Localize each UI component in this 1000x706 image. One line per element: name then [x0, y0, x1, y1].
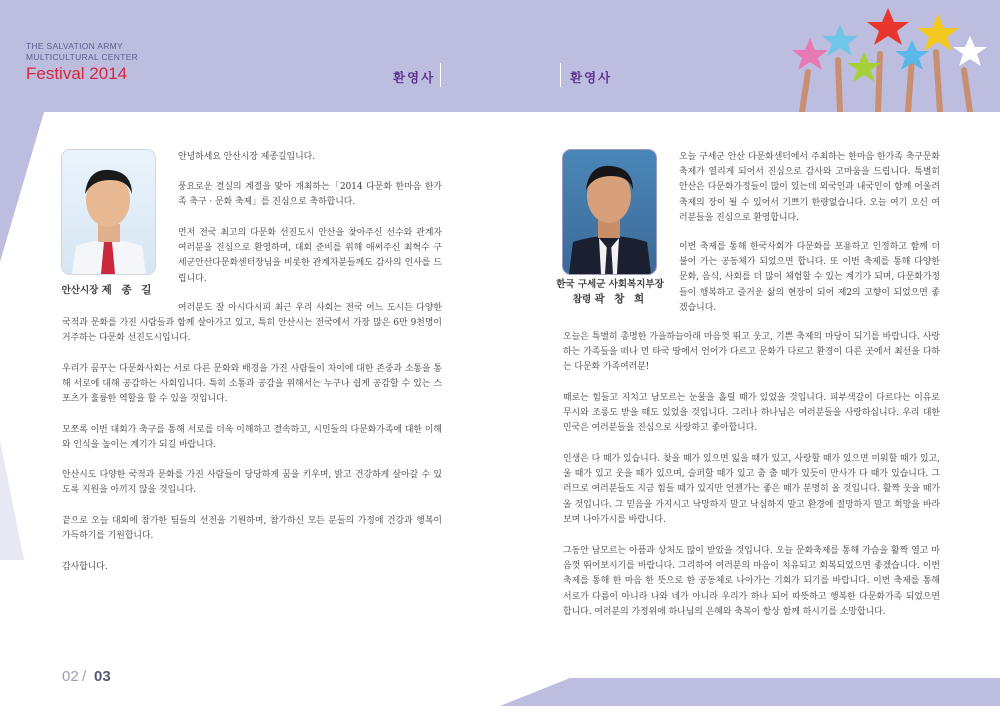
letter-paragraph: 그동안 남모르는 아픔과 상처도 많이 받았을 것입니다. 오늘 문화축제를 통해 가슴을 활짝 열고 마음껏 뛰어보시기를 바랍니다. 그리하여 여러분의 마음이 치유되고 회복되었으면 좋겠습니다. 이번 축제를 통해 한 마음 한 뜻으로 한 공동체로 나아가는 기회가 되기를 바랍니다. 이번 축제를 통해 서로가 다름이 아니라 나와 네가 아니라 우리가 하나 되어 따뜻하고 행복한 다문화가족 되었으면 합니다. 여러분의 가정위에 하나님의 은혜와 축복이 항상 함께 하시기를 소망합니다. — [563, 546, 940, 617]
header-divider — [440, 63, 441, 87]
letter-paragraph: 끝으로 오늘 대회에 참가한 팀들의 선전을 기원하며, 참가하신 모든 분들의 가정에 건강과 행복이 가득하기를 기원합니다. — [62, 516, 442, 542]
letter-paragraph: 안산시도 다양한 국적과 문화를 가진 사람들이 당당하게 꿈을 키우며, 밝고 건강하게 살아갈 수 있도록 지원을 아끼지 않을 것입니다. — [62, 470, 442, 496]
portrait-photo-commissioner — [562, 149, 657, 275]
star-icon — [792, 38, 828, 70]
stars-hands-illustration — [780, 0, 1000, 112]
decorative-corner — [0, 440, 24, 560]
photo-caption-right — [548, 278, 672, 307]
caption-role: 안산시장 — [61, 285, 99, 296]
letter-paragraph: 인생은 다 때가 있습니다. 찾을 때가 있으면 잃을 때가 있고, 사랑할 때가 있으면 미워할 때가 있고, 울 때가 있고 웃을 때가 있으며, 슬퍼할 때가 있고 춤 출 때가 있듯이 만사가 다 때가 있습니다. 그러므로 여러분들도 지금 힘들 때가 있지만 언젠가는 좋은 때가 분명히 올 것입니다. 활짝 웃을 때가 올 것입니다. 그 믿음을 가지시고 낙망하지 말고 낙심하지 말고 환경에 절망하지 말고 희망을 바라보며 나아가시를 바랍니다. — [563, 454, 940, 525]
caption-title: 참령 — [572, 294, 592, 305]
letter-paragraph: 이번 축제를 통해 한국사회가 다문화를 포용하고 인정하고 함께 더불어 가는 공동체가 되었으면 합니다. 또 이번 축제를 통해 다양한 문화, 음식, 사회를 더 많이 체험할 수 있는 계기가 되며, 다문화가정들이 행복하고 즐거운 삶의 현장이 되어 제2의 고향이 되었으면 좋겠습니다. — [679, 242, 940, 313]
decorative-corner — [0, 112, 44, 262]
decorative-corner — [500, 678, 1000, 706]
festival-title: Festival 2014 — [26, 64, 128, 83]
letter-paragraph: 여러분도 잘 아시다시피 최근 우리 사회는 전국 어느 도시든 다양한 국적과 문화를 가진 사람들과 함께 살아가고 있고, 특히 안산시는 전국에서 가장 많은 6만 9천명이 거주하는 다문화 선진도시입니다. — [62, 303, 442, 344]
page-number-left: 02 — [62, 668, 79, 685]
page-number-right: 03 — [94, 668, 111, 685]
org-name-line1: THE SALVATION ARMY — [26, 41, 124, 51]
photo-caption-left — [52, 283, 164, 298]
letter-paragraph: 안녕하세요 안산시장 제종길입니다. — [178, 152, 316, 162]
letter-paragraph: 우리가 꿈꾸는 다문화사회는 서로 다른 문화와 배경을 가진 사람들이 차이에 대한 존중과 소통을 통해 서로에 대해 공감하는 사회입니다. 특히 소통과 공감을 위해서는 누구나 쉽게 공감할 수 있는 스포츠가 훌륭한 역할을 할 수 있을 것입니다. — [62, 364, 442, 405]
caption-name: 곽 창 희 — [594, 293, 648, 305]
section-title-right: 환영사 — [570, 70, 613, 85]
org-name-line2: MULTICULTURAL CENTER — [26, 52, 139, 62]
star-icon — [867, 8, 909, 45]
page-number-separator: / — [82, 668, 87, 685]
header-divider — [560, 63, 561, 87]
star-icon — [917, 14, 959, 51]
star-icon — [953, 36, 987, 66]
star-icon — [822, 24, 858, 56]
portrait-photo-mayor — [61, 149, 156, 275]
letter-paragraph: 풍요로운 결실의 계절을 맞아 개최하는「2014 다문화 한마음 한가족 축구 · 문화 축제」를 진심으로 축하합니다. — [178, 182, 442, 208]
letter-paragraph: 감사합니다. — [62, 562, 108, 572]
caption-role: 한국 구세군 사회복지부장 — [556, 279, 664, 290]
caption-name: 제 종 길 — [101, 284, 155, 296]
star-icon — [847, 52, 881, 82]
letter-paragraph: 먼저 전국 최고의 다문화 선진도시 안산을 찾아주신 선수와 관계자 여러분을 진심으로 환영하며, 대회 준비를 위해 애써주신 최혁수 구세군안산다문화센터장님을 비롯한 관계자분들께도 감사의 인사를 드립니다. — [178, 228, 442, 284]
letter-paragraph: 오늘 구세군 안산 다문화센터에서 주최하는 한마음 한가족 축구문화축제가 열리게 되어서 진심으로 감사와 고마움을 드립니다. 특별히 안산은 다문화가정들이 많이 있는데 외국인과 내국인이 함께 어울려 축제의 장이 될 수 있어서 기쁘기 한량없습니다. 오늘 여기 오신 여러분들을 진심으로 환영합니다. — [679, 152, 940, 223]
letter-paragraph: 모쪼록 이번 대회가 축구를 통해 서로를 더욱 이해하고 결속하고, 시민들의 다문화가족에 대한 이해와 인식을 높이는 계기가 되길 바랍니다. — [62, 425, 442, 451]
letter-paragraph: 오늘은 특별히 총명한 가을하늘아래 마음껏 뛰고 웃고, 기쁜 축제의 마당이 되기를 바랍니다. 사랑하는 가족들을 떠나 먼 타국 땅에서 언어가 다르고 문화가 다르고 환경이 다른 곳에서 최선을 다하는 다문화 가족여러분! — [563, 332, 940, 373]
letter-paragraph: 때로는 힘들고 지치고 남모르는 눈물을 흘릴 때가 있었을 것입니다. 피부색갈이 다르다는 이유로 무시와 조롱도 받을 때도 있었을 것입니다. 그러나 하나님은 여러분들을 사랑하십니다. 우리 대한민국은 여러분들을 진심으로 사랑하고 좋아합니다. — [563, 393, 940, 434]
section-title-left: 환영사 — [393, 70, 436, 85]
